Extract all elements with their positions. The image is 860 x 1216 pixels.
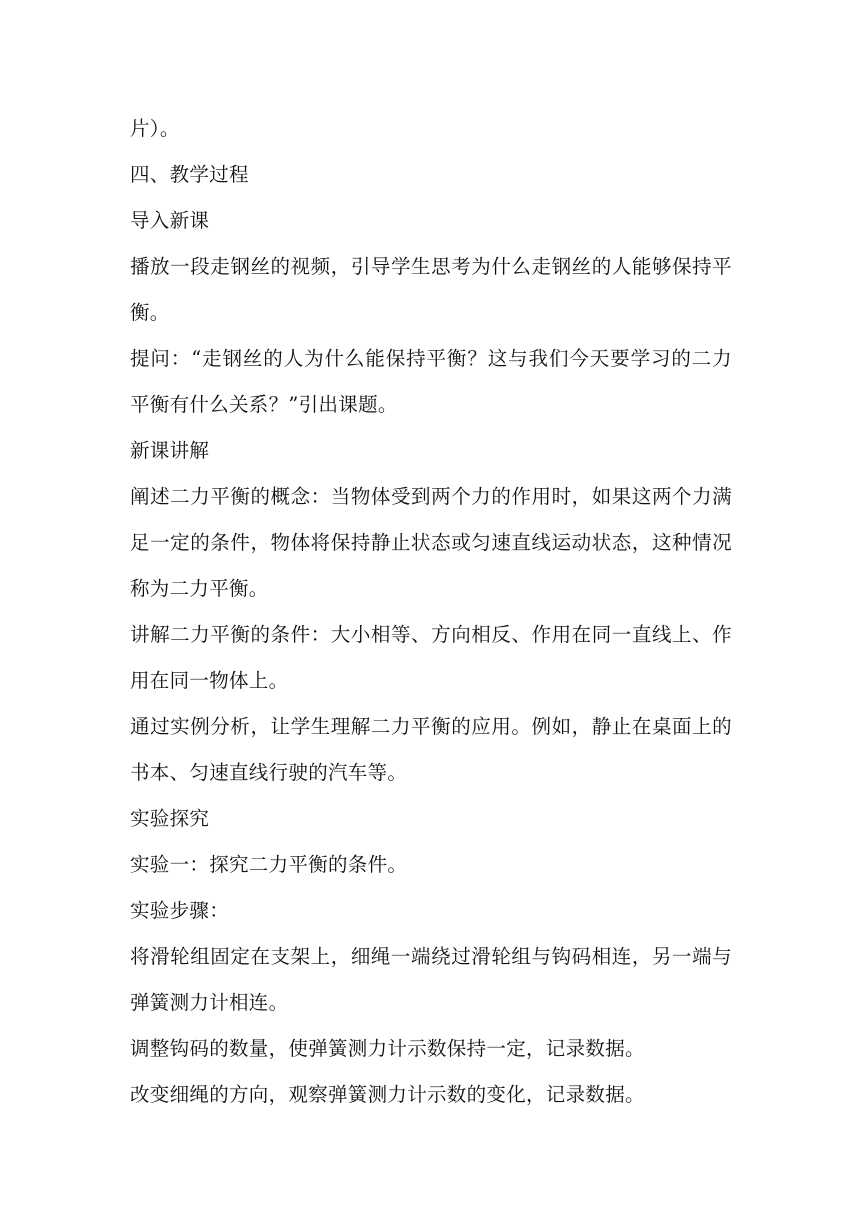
subsection-heading: 实验探究 [130,807,210,830]
paragraph: 阐述二力平衡的概念：当物体受到两个力的作用时，如果这两个力满足一定的条件，物体将保持静止状态或匀速直线运动状态，这种情况称为二力平衡。 [130,485,732,600]
paragraph: 改变细绳的方向，观察弹簧测力计示数的变化，记录数据。 [130,1083,645,1106]
subsection-heading: 新课讲解 [130,439,210,462]
paragraph: 讲解二力平衡的条件：大小相等、方向相反、作用在同一直线上、作用在同一物体上。 [130,623,732,692]
paragraph: 将滑轮组固定在支架上，细绳一端绕过滑轮组与钩码相连，另一端与弹簧测力计相连。 [130,945,732,1014]
paragraph: 实验一：探究二力平衡的条件。 [130,853,408,876]
paragraph: 播放一段走钢丝的视频，引导学生思考为什么走钢丝的人能够保持平衡。 [130,255,732,324]
paragraph: 通过实例分析，让学生理解二力平衡的应用。例如，静止在桌面上的书本、匀速直线行驶的汽车等。 [130,715,732,784]
paragraph: 实验步骤： [130,899,230,922]
subsection-heading: 导入新课 [130,209,210,232]
paragraph: 调整钩码的数量，使弹簧测力计示数保持一定，记录数据。 [130,1037,645,1060]
paragraph: 提问：“走钢丝的人为什么能保持平衡？这与我们今天要学习的二力平衡有什么关系？”引出课题。 [130,347,732,416]
paragraph-continuation: 片）。 [130,117,180,140]
document-body [130,106,732,1118]
section-heading: 四、教学过程 [130,163,249,186]
